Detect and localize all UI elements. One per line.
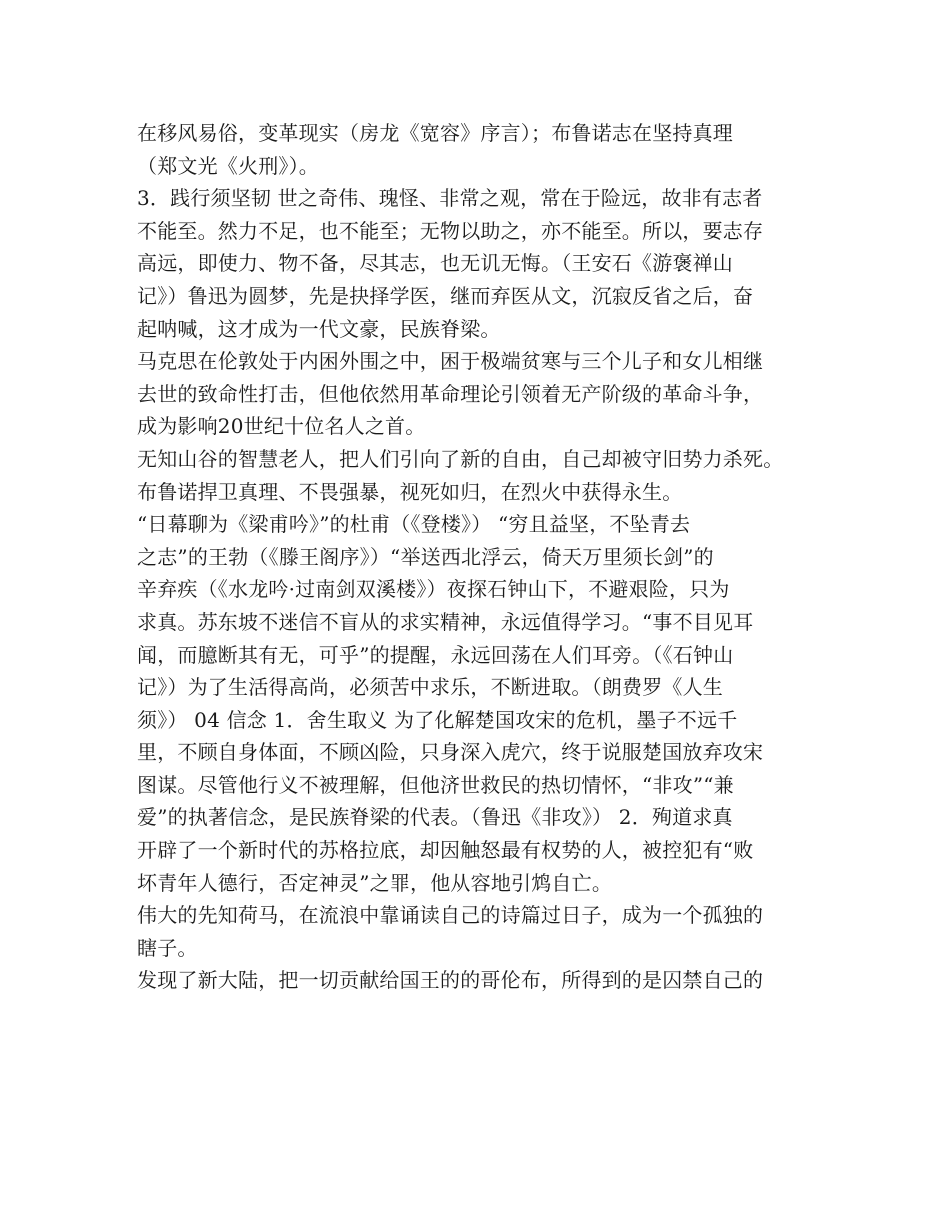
text-line: 瞎子。 <box>137 935 198 960</box>
text-line: 图谋。尽管他行义不被理解，但他济世救民的热切情怀，“非攻”“兼 <box>137 772 734 797</box>
text-line: 开辟了一个新时代的苏格拉底，却因触怒最有权势的人，被控犯有“败 <box>137 838 754 863</box>
text-line: 去世的致命性打击，但他依然用革命理论引领着无产阶级的革命斗争， <box>137 381 764 406</box>
text-line: 无知山谷的智慧老人，把人们引向了新的自由，自己却被守旧势力杀死。 <box>137 446 784 471</box>
text-line: 闻，而臆断其有无，可乎”的提醒，永远回荡在人们耳旁。（《石钟山 <box>137 642 734 667</box>
text-line: “日幕聊为《梁甫吟》”的杜甫（《登楼》） “穷且益坚，不坠青去 <box>137 512 691 537</box>
text-line: 高远，即使力、物不备，尽其志，也无讥无悔。（王安石《游褒禅山 <box>137 251 733 276</box>
text-line: 之志”的王勃（《滕王阁序》）“举送西北浮云，倚天万里须长剑”的 <box>137 544 714 569</box>
text-line: 记》）为了生活得高尚，必须苦中求乐，不断进取。（朗费罗《人生 <box>137 675 723 700</box>
text-line: 不能至。然力不足，也不能至；无物以助之，亦不能至。所以，要志存 <box>137 218 764 243</box>
text-line: 起呐喊，这才成为一代文豪，民族脊梁。 <box>137 316 501 341</box>
text-line: 求真。苏东坡不迷信不盲从的求实精神，永远值得学习。“事不目见耳 <box>137 609 754 634</box>
text-line: 布鲁诺捍卫真理、不畏强暴，视死如归，在烈火中获得永生。 <box>137 479 683 504</box>
text-line: 3．践行须坚韧 世之奇伟、瑰怪、非常之观，常在于险远，故非有志者 <box>137 186 763 211</box>
text-line: 须》） 04 信念 1．舍生取义 为了化解楚国攻宋的危机，墨子不远千 <box>137 707 738 732</box>
text-line: 伟大的先知荷马，在流浪中靠诵读自己的诗篇过日子，成为一个孤独的 <box>137 903 764 928</box>
text-line: 发现了新大陆，把一切贡献给国王的的哥伦布，所得到的是囚禁自己的 <box>137 968 764 993</box>
text-line: 爱”的执著信念，是民族脊梁的代表。（鲁迅《非攻》） 2．殉道求真 <box>137 805 733 830</box>
text-line: 辛弃疾（《水龙吟·过南剑双溪楼》）夜探石钟山下，不避艰险，只为 <box>137 577 730 602</box>
text-line: 成为影响20世纪十位名人之首。 <box>137 414 426 439</box>
text-line: 在移风易俗，变革现实（房龙《宽容》序言）；布鲁诺志在坚持真理 <box>137 121 733 145</box>
body-text <box>137 117 827 997</box>
text-line: 坏青年人德行，否定神灵”之罪，他从容地引鸩自亡。 <box>137 870 613 895</box>
text-line: 记》）鲁迅为圆梦，先是抉择学医，继而弃医从文，沉寂反省之后，奋 <box>137 283 754 308</box>
text-line: 里，不顾自身体面，不顾凶险，只身深入虎穴，终于说服楚国放弃攻宋 <box>137 740 764 765</box>
text-line: 马克思在伦敦处于内困外围之中，困于极端贫寒与三个儿子和女儿相继 <box>137 349 764 374</box>
text-line: （郑文光《火刑》）。 <box>137 153 319 178</box>
